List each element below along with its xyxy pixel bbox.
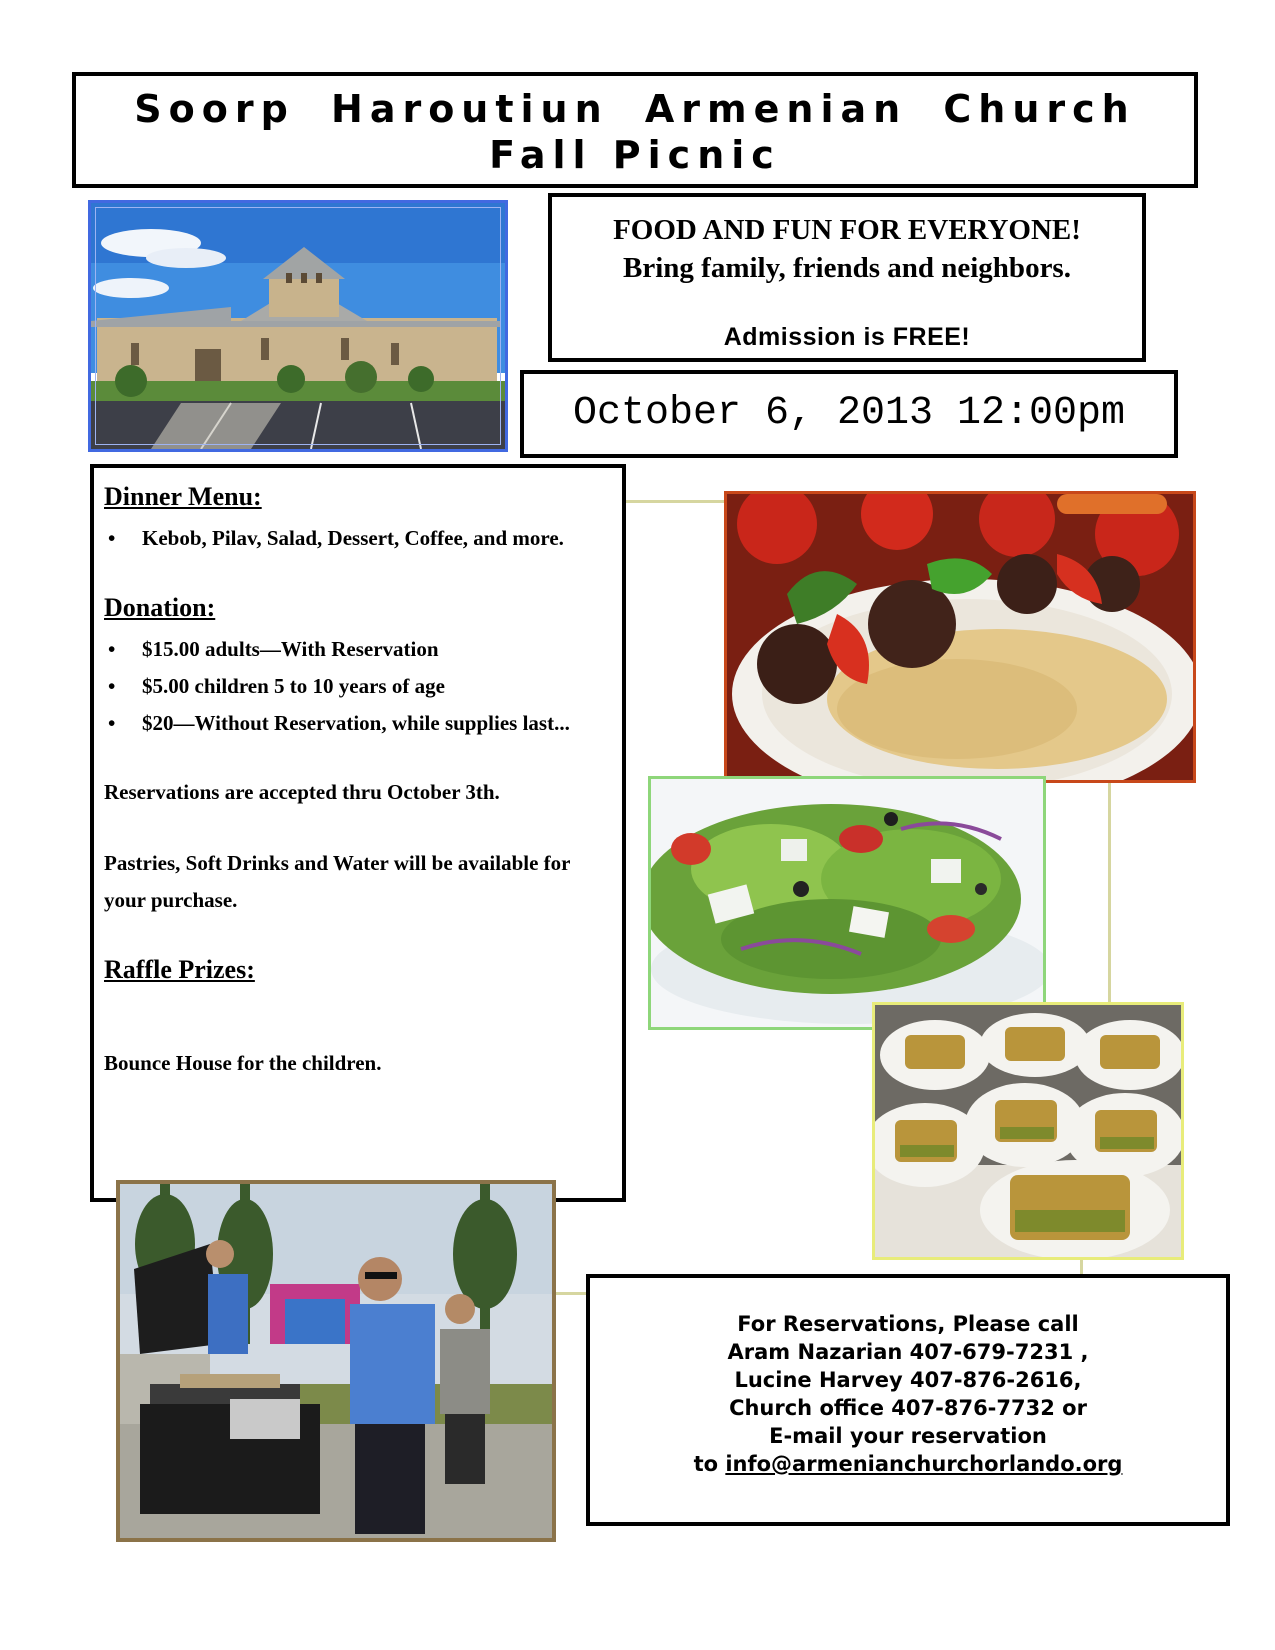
contact-aram: Aram Nazarian 407-679-7231 ,: [727, 1340, 1089, 1364]
contact-lucine: Lucine Harvey 407-876-2616,: [734, 1368, 1082, 1392]
grilling-photo: [116, 1180, 556, 1542]
donation-list: [104, 631, 614, 742]
title-line-1: Soorp Haroutiun Armenian Church: [134, 87, 1136, 131]
donation-item: • $5.00 children 5 to 10 years of age: [104, 668, 614, 705]
dinner-menu-heading: Dinner Menu:: [104, 482, 262, 511]
contact-church-office: Church office 407-876-7732 or: [729, 1396, 1087, 1420]
tagline-box: [548, 193, 1146, 362]
connector-line: [626, 500, 726, 503]
title-line-2: Fall Picnic: [489, 133, 781, 177]
dinner-menu-list: [104, 520, 614, 557]
donation-item: • $20—Without Reservation, while supplies last...: [104, 705, 614, 742]
kebob-plate-photo: [724, 491, 1196, 783]
raffle-heading: Raffle Prizes:: [104, 955, 255, 984]
contact-email-intro: E-mail your reservation: [769, 1424, 1047, 1448]
contact-intro: For Reservations, Please call: [737, 1312, 1079, 1336]
salad-photo: [648, 776, 1046, 1030]
title-box: [72, 72, 1198, 188]
admission-note: Admission is FREE!: [723, 323, 971, 351]
donation-item: • $15.00 adults—With Reservation: [104, 631, 614, 668]
tagline-headline: FOOD AND FUN FOR EVERYONE!: [613, 214, 1081, 246]
church-photo: [88, 200, 508, 452]
contact-email-line: [590, 1450, 1226, 1478]
menu-box: [90, 464, 626, 1202]
pastries-note: Pastries, Soft Drinks and Water will be available for your purchase.: [104, 851, 571, 912]
connector-line: [556, 1292, 588, 1295]
donation-heading: Donation:: [104, 593, 216, 622]
event-date: October 6, 2013 12:00pm: [572, 391, 1126, 436]
email-link[interactable]: info@armenianchurchorlando.org: [725, 1452, 1123, 1476]
tagline-subline: Bring family, friends and neighbors.: [623, 252, 1071, 284]
reservations-note: Reservations are accepted thru October 3th.: [104, 780, 500, 804]
baklava-photo: [872, 1002, 1184, 1260]
dinner-menu-item: • Kebob, Pilav, Salad, Dessert, Coffee, and more.: [104, 520, 614, 557]
contact-box: [586, 1274, 1230, 1526]
connector-line: [1108, 783, 1111, 1003]
bounce-house-note: Bounce House for the children.: [104, 1051, 382, 1075]
contact-email-prefix: to: [693, 1452, 726, 1476]
event-date-box: [520, 370, 1178, 458]
